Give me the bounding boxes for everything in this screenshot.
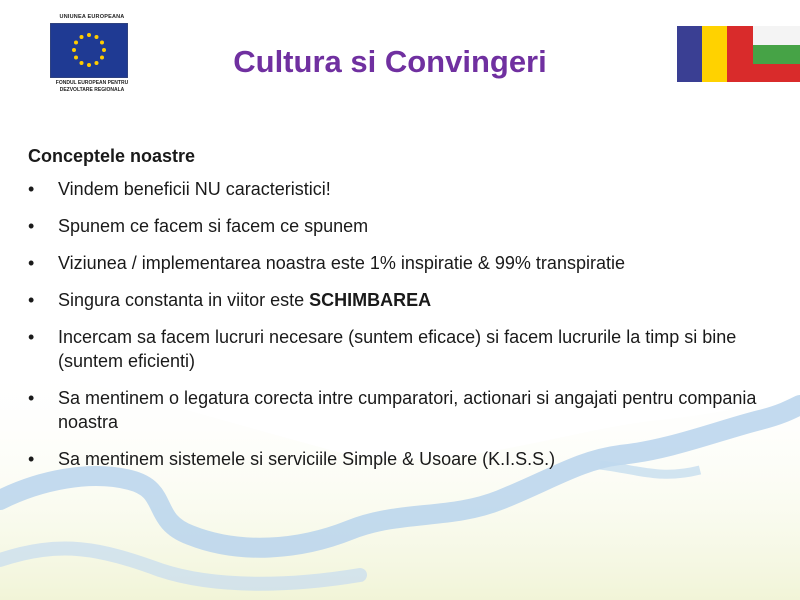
list-item bbox=[28, 214, 768, 238]
eu-flag-icon bbox=[50, 23, 128, 78]
bullet-icon: • bbox=[28, 216, 35, 236]
bullet-icon: • bbox=[28, 388, 35, 408]
list-item-text: Viziunea / implementarea noastra este 1% inspiratie & 99% transpiratie bbox=[58, 253, 625, 273]
page-title: Cultura si Convingeri bbox=[233, 44, 547, 79]
list-item-text: Sa mentinem sistemele si serviciile Simple & Usoare (K.I.S.S.) bbox=[58, 449, 556, 469]
list-item bbox=[28, 251, 768, 275]
list-item-text: Sa mentinem o legatura corecta intre cumparatori, actionari si angajati pentru compania noastra bbox=[58, 388, 757, 432]
bullet-icon: • bbox=[28, 253, 35, 273]
list-item bbox=[28, 325, 768, 373]
flags-icon bbox=[675, 26, 800, 82]
bullet-icon: • bbox=[28, 290, 35, 310]
bullet-icon: • bbox=[28, 449, 35, 469]
list-item-text: Incercam sa facem lucruri necesare (suntem eficace) si facem lucrurile la timp si bine (suntem eficienti) bbox=[58, 327, 737, 371]
bullet-list bbox=[28, 177, 768, 471]
list-item-text: Spunem ce facem si facem ce spunem bbox=[58, 216, 369, 236]
list-item-text: Singura constanta in viitor este bbox=[58, 290, 310, 310]
list-item bbox=[28, 447, 768, 471]
section-heading: Conceptele noastre bbox=[28, 146, 196, 166]
list-item bbox=[28, 288, 768, 312]
list-item bbox=[28, 386, 768, 434]
list-item bbox=[28, 177, 768, 201]
content bbox=[28, 146, 768, 484]
bullet-icon: • bbox=[28, 179, 35, 199]
eu-logo-top-text: UNIUNEA EUROPEANA bbox=[59, 14, 125, 20]
eu-logo-bottom-line1: FONDUL EUROPEAN PENTRU bbox=[55, 80, 129, 86]
eu-logo-bottom-text bbox=[47, 80, 137, 94]
bullet-icon: • bbox=[28, 327, 35, 347]
eu-logo-bottom-line2: DEZVOLTARE REGIONALA bbox=[59, 87, 125, 93]
list-item-text: Vindem beneficii NU caracteristici! bbox=[58, 179, 331, 199]
emphasis-text: SCHIMBAREA bbox=[309, 290, 432, 310]
eu-logo bbox=[47, 14, 137, 94]
